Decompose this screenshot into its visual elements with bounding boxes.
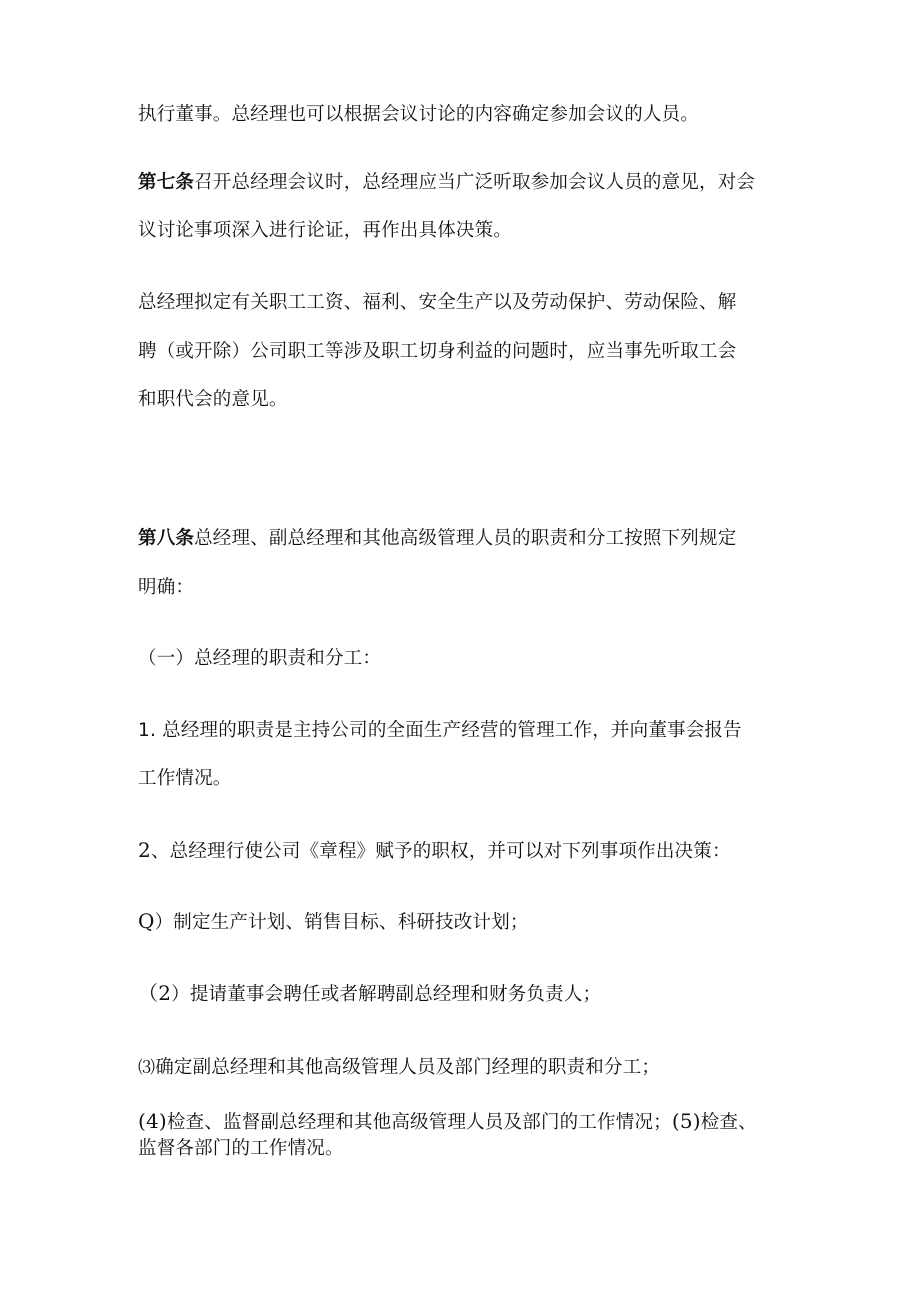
article-8-line-2	[138, 573, 798, 603]
paragraph-wages-line-3	[138, 385, 798, 415]
item-number: ⑶	[138, 1058, 156, 1078]
text-line: 工作情况。	[138, 768, 232, 789]
subitem-4-5-line-2	[138, 1134, 798, 1164]
text-line: 1. 总经理的职责是主持公司的全面生产经营的管理工作，并向董事会报告	[138, 720, 742, 741]
subitem-1-line	[138, 906, 798, 938]
text-line: ）提请董事会聘任或者解聘副总经理和财务负责人；	[171, 984, 602, 1005]
text-line: 检查、	[700, 1112, 757, 1133]
text-line: 总经理拟定有关职工工资、福利、安全生产以及劳动保护、劳动保险、解	[138, 292, 737, 313]
text-line: 总经理、副总经理和其他高级管理人员的职责和分工按照下列规定	[194, 528, 737, 549]
item-number: 2	[138, 838, 151, 862]
item-number: Q	[138, 909, 155, 933]
text-line: 、总经理行使公司《章程》赋予的职权，并可以对下列事项作出决策：	[150, 841, 731, 862]
text-line: （一）总经理的职责和分工：	[138, 648, 382, 669]
text-line: 检查、监督副总经理和其他高级管理人员及部门的工作情况；	[166, 1112, 672, 1133]
article-7-line-1	[138, 168, 798, 198]
item-2-line	[138, 835, 798, 867]
text-line: 聘（或开除）公司职工等涉及职工切身利益的问题时，应当事先听取工会	[138, 341, 737, 362]
text-line: 召开总经理会议时，总经理应当广泛听取参加会议人员的意见，对会	[194, 172, 756, 193]
paragraph-line-1	[138, 100, 798, 130]
text-line: 议讨论事项深入进行论证，再作出具体决策。	[138, 220, 513, 241]
paragraph-wages-line-2	[138, 337, 798, 367]
article-8-heading: 第八条	[138, 528, 195, 549]
item-number: (4)	[138, 1109, 167, 1133]
text-line: ）制定生产计划、销售目标、科研技改计划；	[154, 912, 529, 933]
section-1-heading	[138, 644, 798, 674]
subitem-2-line	[138, 978, 798, 1010]
text-line: 确定副总经理和其他高级管理人员及部门经理的职责和分工；	[155, 1057, 661, 1078]
text-line: 监督各部门的工作情况。	[138, 1138, 344, 1159]
subitem-3-line	[138, 1053, 798, 1083]
text-line: 执行董事。总经理也可以根据会议讨论的内容确定参加会议的人员。	[138, 104, 700, 125]
article-7-line-2	[138, 216, 798, 246]
text-line: 和职代会的意见。	[138, 389, 288, 410]
article-8-line-1	[138, 524, 798, 554]
paragraph-wages-line-1	[138, 288, 798, 318]
item-1-line-2	[138, 764, 798, 794]
item-number: (5)	[671, 1109, 701, 1133]
text-line: 明确：	[138, 577, 195, 598]
article-7-heading: 第七条	[138, 172, 195, 193]
item-1-line-1	[138, 716, 798, 746]
item-number: （2	[138, 981, 172, 1005]
